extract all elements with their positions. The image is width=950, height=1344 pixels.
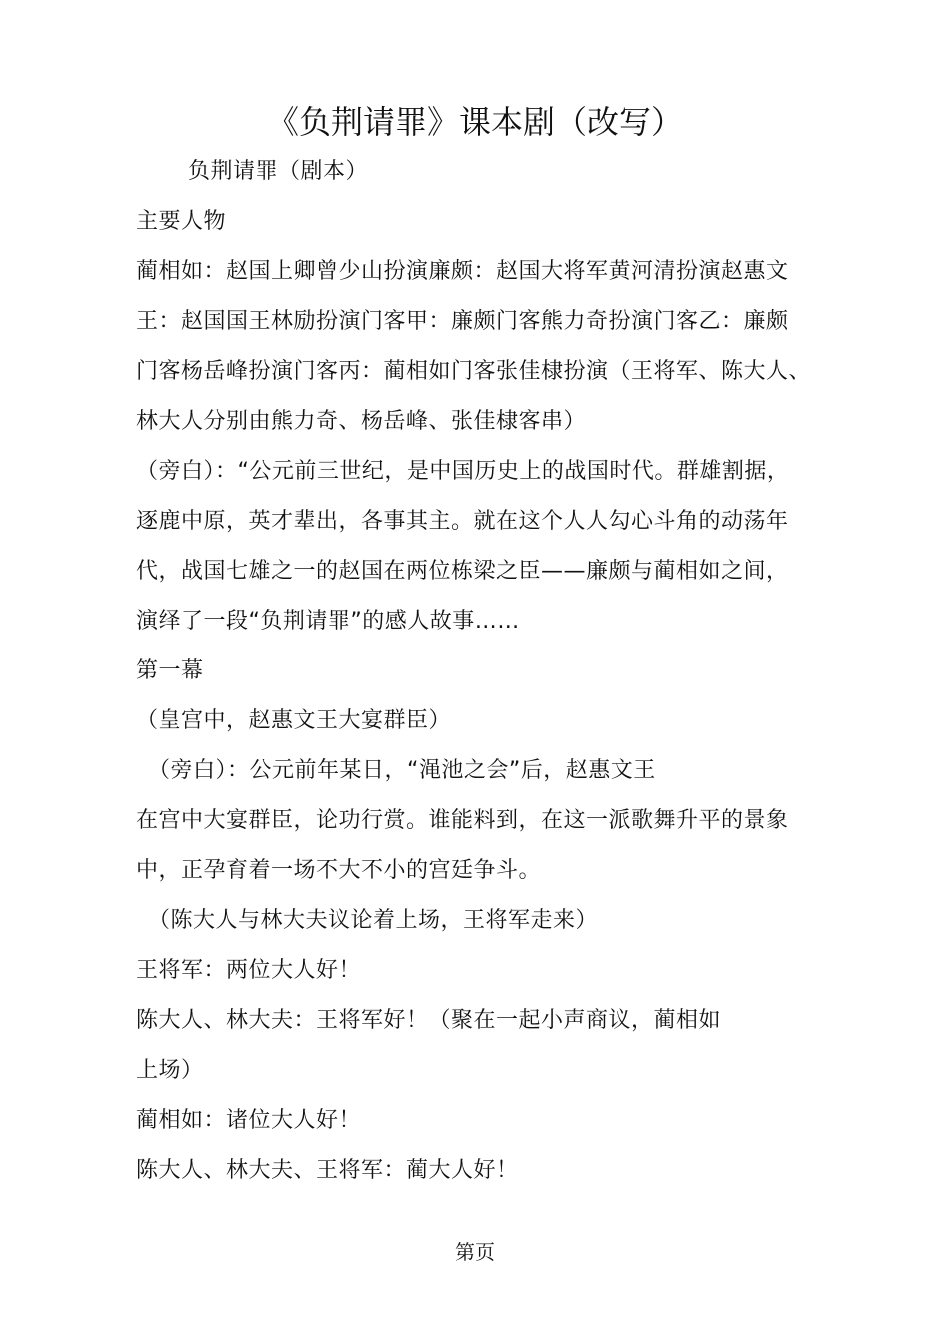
text-line: 上场） bbox=[136, 1058, 204, 1083]
text-line: （旁白）：“公元前三世纪，是中国历史上的战国时代。群雄割据， bbox=[136, 459, 790, 484]
text-line: 门客杨岳峰扮演门客丙：蔺相如门客张佳棣扮演（王将军、陈大人、 bbox=[136, 359, 812, 384]
dialogue-line: 蔺相如：诸位大人好！ bbox=[136, 1108, 362, 1133]
document-title: 《负荆请罪》课本剧（改写） bbox=[266, 103, 683, 141]
text-line: 代，战国七雄之一的赵国在两位栋梁之臣——廉颇与蔺相如之间， bbox=[136, 559, 789, 584]
document-subtitle: 负荆请罪（剧本） bbox=[188, 159, 369, 184]
text-line: 中，正孕育着一场不大不小的宫廷争斗。 bbox=[136, 858, 542, 883]
dialogue-line: 陈大人、林大夫、王将军：蔺大人好！ bbox=[136, 1158, 519, 1183]
narration-line: （旁白）：公元前年某日，“渑池之会”后，赵惠文王 bbox=[148, 758, 656, 783]
text-line: 主要人物 bbox=[136, 209, 227, 234]
text-line: 在宫中大宴群臣，论功行赏。谁能料到，在这一派歌舞升平的景象 bbox=[136, 808, 789, 833]
stage-direction: （皇宫中，赵惠文王大宴群臣） bbox=[136, 708, 452, 733]
stage-direction: （陈大人与林大夫议论着上场，王将军走来） bbox=[148, 908, 599, 933]
text-line: 逐鹿中原，英才辈出，各事其主。就在这个人人勾心斗角的动荡年 bbox=[136, 509, 789, 534]
text-line: 蔺相如：赵国上卿曾少山扮演廉颇：赵国大将军黄河清扮演赵惠文 bbox=[136, 259, 789, 284]
dialogue-line: 陈大人、林大夫：王将军好！（聚在一起小声商议，蔺相如 bbox=[136, 1008, 722, 1033]
text-line: 林大人分别由熊力奇、杨岳峰、张佳棣客串） bbox=[136, 409, 587, 434]
dialogue-line: 王将军：两位大人好！ bbox=[136, 958, 362, 983]
text-line: 演绎了一段“负荆请罪”的感人故事…… bbox=[136, 609, 520, 634]
page-footer: 第页 bbox=[455, 1240, 495, 1264]
text-line: 王：赵国国王林励扮演门客甲：廉颇门客熊力奇扮演门客乙：廉颇 bbox=[136, 309, 789, 334]
act-heading: 第一幕 bbox=[136, 658, 204, 683]
